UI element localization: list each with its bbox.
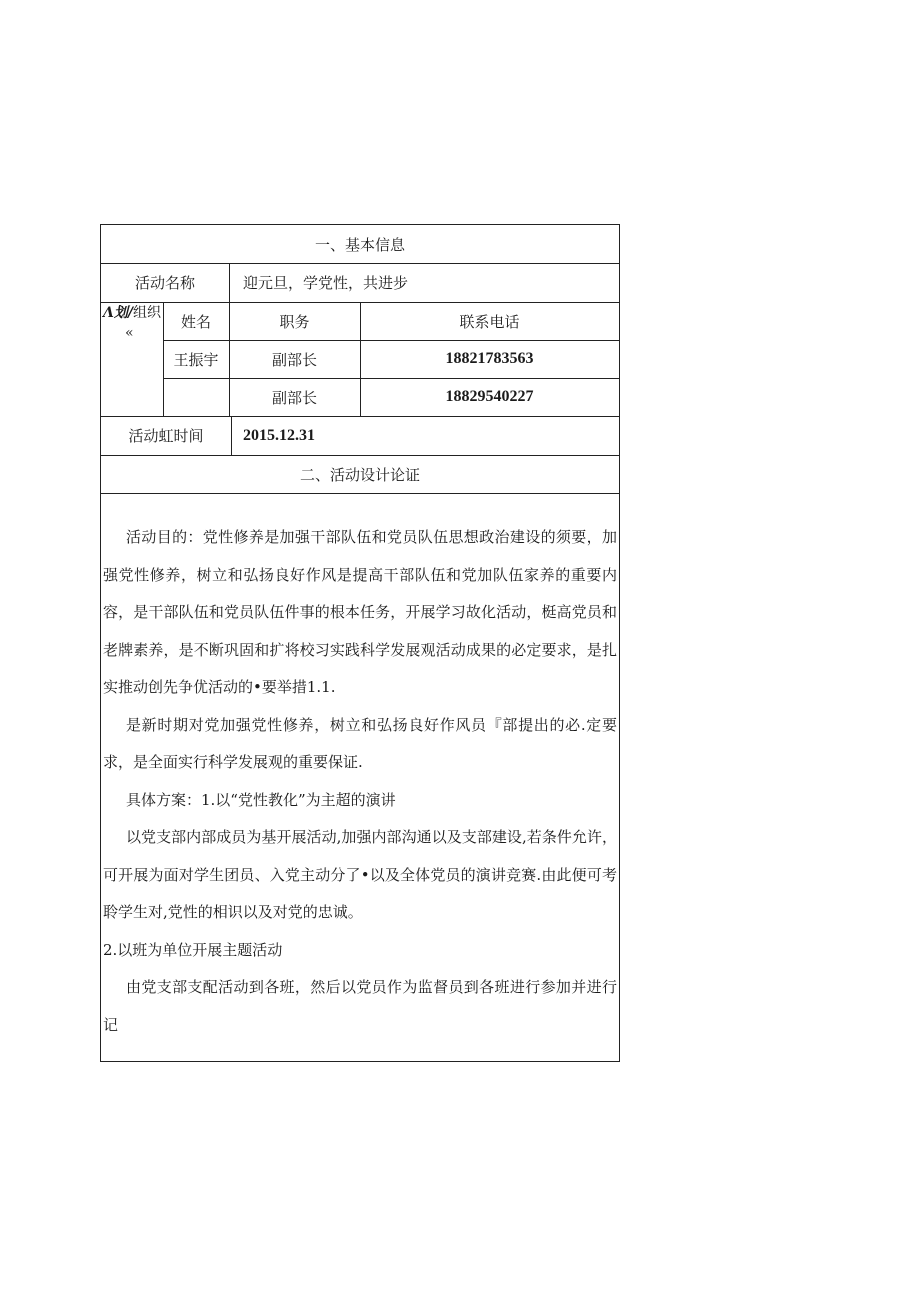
design-argument-body — [103, 519, 619, 1044]
organizer-position: 副部长 — [271, 350, 317, 369]
activity-time-value: 2015.12.31 — [243, 426, 315, 444]
organizer-label-mark: « — [125, 325, 134, 341]
purpose-paragraph: 活动目的：党性修养是加强干部队伍和党员队伍思想政治建设的须要，加强党性修养，树立和弘扬良好作风是提高干部队伍和党加队伍家养的重要内容，是干部队伍和党员队伍件事的根本任务，开展学习故化活动，梃高党员和老牌素养，是不断巩固和扩将校习实践科学发展观活动成果的必定要求，是扎实推动创先争优活动的•要举措1.1. — [103, 528, 617, 696]
plan-item-heading: 2.以班为单位开展主题活动 — [103, 940, 283, 959]
header-name: 姓名 — [180, 312, 211, 331]
body-paragraph: 由党支部支配活动到各班，然后以党员作为监督员到各班进行参加并进行记 — [103, 978, 617, 1034]
organizer-label-main: Λ划/ — [103, 305, 133, 321]
organizer-name — [163, 378, 229, 416]
header-phone: 联系电话 — [459, 312, 520, 331]
activity-time-label: 活动虹时间 — [128, 427, 204, 445]
organizer-label-rest: 组织 — [132, 305, 161, 321]
row-divider — [101, 493, 619, 494]
activity-name-label: 活动名称 — [134, 274, 195, 292]
organizer-name: 王振宇 — [173, 350, 219, 369]
organizer-position: 副部长 — [271, 388, 317, 407]
header-position: 职务 — [279, 312, 310, 331]
activity-name-value: 迎元旦，学党性，共进步 — [243, 274, 409, 292]
section-basic-info-title: 一、基本信息 — [314, 235, 405, 254]
body-paragraph: 以党支部内部成员为基开展活动,加强内部沟通以及支部建设,若条件允许，可开展为面对学生团员、入党主动分了•以及全体党员的演讲竞赛.由此便可考聆学生对,党性的相识以及对党的忠诚。 — [103, 828, 617, 921]
organizer-label — [103, 303, 163, 415]
body-paragraph: 是新时期对党加强党性修养，树立和弘扬良好作风员『部提出的必.定要求，是全面实行科学发展观的重要保证. — [103, 715, 617, 771]
activity-form-table — [100, 224, 620, 1062]
plan-heading: 具体方案：1.以“党性教化”为主超的演讲 — [126, 790, 396, 809]
organizer-phone: 18821783563 — [445, 350, 534, 367]
organizer-phone: 18829540227 — [445, 388, 534, 405]
section-design-title: 二、活动设计论证 — [299, 465, 420, 484]
